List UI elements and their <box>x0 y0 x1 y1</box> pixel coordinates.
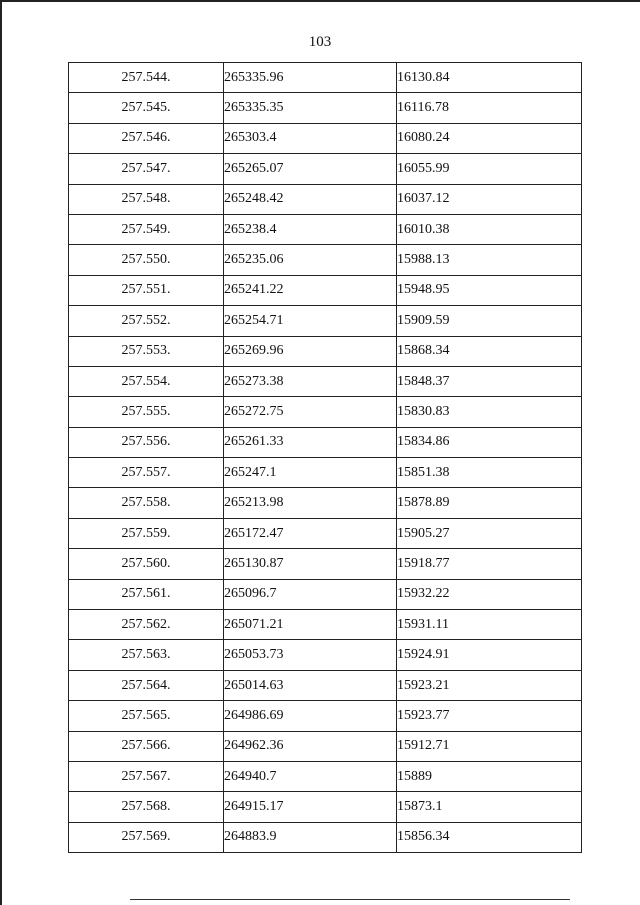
x-coordinate-cell: 265172.47 <box>224 518 397 548</box>
table-row <box>69 579 582 609</box>
x-coordinate-cell: 265273.38 <box>224 366 397 396</box>
coordinates-table <box>68 62 582 853</box>
table-row <box>69 275 582 305</box>
x-coordinate-cell: 264962.36 <box>224 731 397 761</box>
x-coordinate-cell: 265335.35 <box>224 93 397 123</box>
point-number-cell: 257.555. <box>69 397 224 427</box>
y-coordinate-cell: 15932.22 <box>397 579 582 609</box>
table-row <box>69 336 582 366</box>
table-row <box>69 549 582 579</box>
point-number-cell: 257.544. <box>69 63 224 93</box>
x-coordinate-cell: 265335.96 <box>224 63 397 93</box>
table-row <box>69 488 582 518</box>
table-row <box>69 610 582 640</box>
point-number-cell: 257.565. <box>69 701 224 731</box>
x-coordinate-cell: 265213.98 <box>224 488 397 518</box>
x-coordinate-cell: 264986.69 <box>224 701 397 731</box>
point-number-cell: 257.564. <box>69 670 224 700</box>
table-row <box>69 184 582 214</box>
point-number-cell: 257.561. <box>69 579 224 609</box>
page-number: 103 <box>308 34 332 50</box>
point-number-cell: 257.548. <box>69 184 224 214</box>
point-number-cell: 257.558. <box>69 488 224 518</box>
x-coordinate-cell: 265272.75 <box>224 397 397 427</box>
point-number-cell: 257.547. <box>69 154 224 184</box>
y-coordinate-cell: 15909.59 <box>397 306 582 336</box>
x-coordinate-cell: 265053.73 <box>224 640 397 670</box>
point-number-cell: 257.569. <box>69 822 224 852</box>
y-coordinate-cell: 15848.37 <box>397 366 582 396</box>
point-number-cell: 257.557. <box>69 458 224 488</box>
x-coordinate-cell: 265238.4 <box>224 214 397 244</box>
table-row <box>69 518 582 548</box>
point-number-cell: 257.545. <box>69 93 224 123</box>
y-coordinate-cell: 15912.71 <box>397 731 582 761</box>
point-number-cell: 257.556. <box>69 427 224 457</box>
point-number-cell: 257.559. <box>69 518 224 548</box>
x-coordinate-cell: 264915.17 <box>224 792 397 822</box>
x-coordinate-cell: 265071.21 <box>224 610 397 640</box>
point-number-cell: 257.552. <box>69 306 224 336</box>
point-number-cell: 257.554. <box>69 366 224 396</box>
table-row <box>69 822 582 852</box>
y-coordinate-cell: 15873.1 <box>397 792 582 822</box>
point-number-cell: 257.563. <box>69 640 224 670</box>
y-coordinate-cell: 15923.77 <box>397 701 582 731</box>
table-row <box>69 214 582 244</box>
y-coordinate-cell: 15918.77 <box>397 549 582 579</box>
y-coordinate-cell: 15878.89 <box>397 488 582 518</box>
y-coordinate-cell: 16130.84 <box>397 63 582 93</box>
coordinates-table-body <box>69 63 582 853</box>
x-coordinate-cell: 265261.33 <box>224 427 397 457</box>
y-coordinate-cell: 16055.99 <box>397 154 582 184</box>
y-coordinate-cell: 15889 <box>397 761 582 791</box>
point-number-cell: 257.567. <box>69 761 224 791</box>
table-row <box>69 458 582 488</box>
x-coordinate-cell: 265235.06 <box>224 245 397 275</box>
x-coordinate-cell: 265303.4 <box>224 123 397 153</box>
x-coordinate-cell: 265014.63 <box>224 670 397 700</box>
x-coordinate-cell: 264883.9 <box>224 822 397 852</box>
point-number-cell: 257.549. <box>69 214 224 244</box>
table-row <box>69 366 582 396</box>
y-coordinate-cell: 15834.86 <box>397 427 582 457</box>
y-coordinate-cell: 15924.91 <box>397 640 582 670</box>
y-coordinate-cell: 15851.38 <box>397 458 582 488</box>
table-row <box>69 701 582 731</box>
table-row <box>69 245 582 275</box>
y-coordinate-cell: 15868.34 <box>397 336 582 366</box>
x-coordinate-cell: 265247.1 <box>224 458 397 488</box>
y-coordinate-cell: 15923.21 <box>397 670 582 700</box>
point-number-cell: 257.546. <box>69 123 224 153</box>
point-number-cell: 257.568. <box>69 792 224 822</box>
table-row <box>69 123 582 153</box>
table-row <box>69 93 582 123</box>
y-coordinate-cell: 15856.34 <box>397 822 582 852</box>
y-coordinate-cell: 16116.78 <box>397 93 582 123</box>
point-number-cell: 257.550. <box>69 245 224 275</box>
table-row <box>69 397 582 427</box>
bottom-rule <box>130 899 570 900</box>
y-coordinate-cell: 15905.27 <box>397 518 582 548</box>
point-number-cell: 257.562. <box>69 610 224 640</box>
x-coordinate-cell: 265130.87 <box>224 549 397 579</box>
table-row <box>69 670 582 700</box>
table-row <box>69 306 582 336</box>
y-coordinate-cell: 15931.11 <box>397 610 582 640</box>
y-coordinate-cell: 15948.95 <box>397 275 582 305</box>
x-coordinate-cell: 265254.71 <box>224 306 397 336</box>
point-number-cell: 257.551. <box>69 275 224 305</box>
x-coordinate-cell: 265265.07 <box>224 154 397 184</box>
y-coordinate-cell: 15830.83 <box>397 397 582 427</box>
point-number-cell: 257.553. <box>69 336 224 366</box>
point-number-cell: 257.566. <box>69 731 224 761</box>
x-coordinate-cell: 265241.22 <box>224 275 397 305</box>
table-row <box>69 761 582 791</box>
coordinates-table-container <box>68 62 578 853</box>
table-row <box>69 731 582 761</box>
y-coordinate-cell: 15988.13 <box>397 245 582 275</box>
x-coordinate-cell: 265248.42 <box>224 184 397 214</box>
table-row <box>69 154 582 184</box>
table-row <box>69 63 582 93</box>
y-coordinate-cell: 16010.38 <box>397 214 582 244</box>
y-coordinate-cell: 16037.12 <box>397 184 582 214</box>
point-number-cell: 257.560. <box>69 549 224 579</box>
y-coordinate-cell: 16080.24 <box>397 123 582 153</box>
x-coordinate-cell: 265269.96 <box>224 336 397 366</box>
table-row <box>69 640 582 670</box>
table-row <box>69 792 582 822</box>
table-row <box>69 427 582 457</box>
x-coordinate-cell: 265096.7 <box>224 579 397 609</box>
x-coordinate-cell: 264940.7 <box>224 761 397 791</box>
